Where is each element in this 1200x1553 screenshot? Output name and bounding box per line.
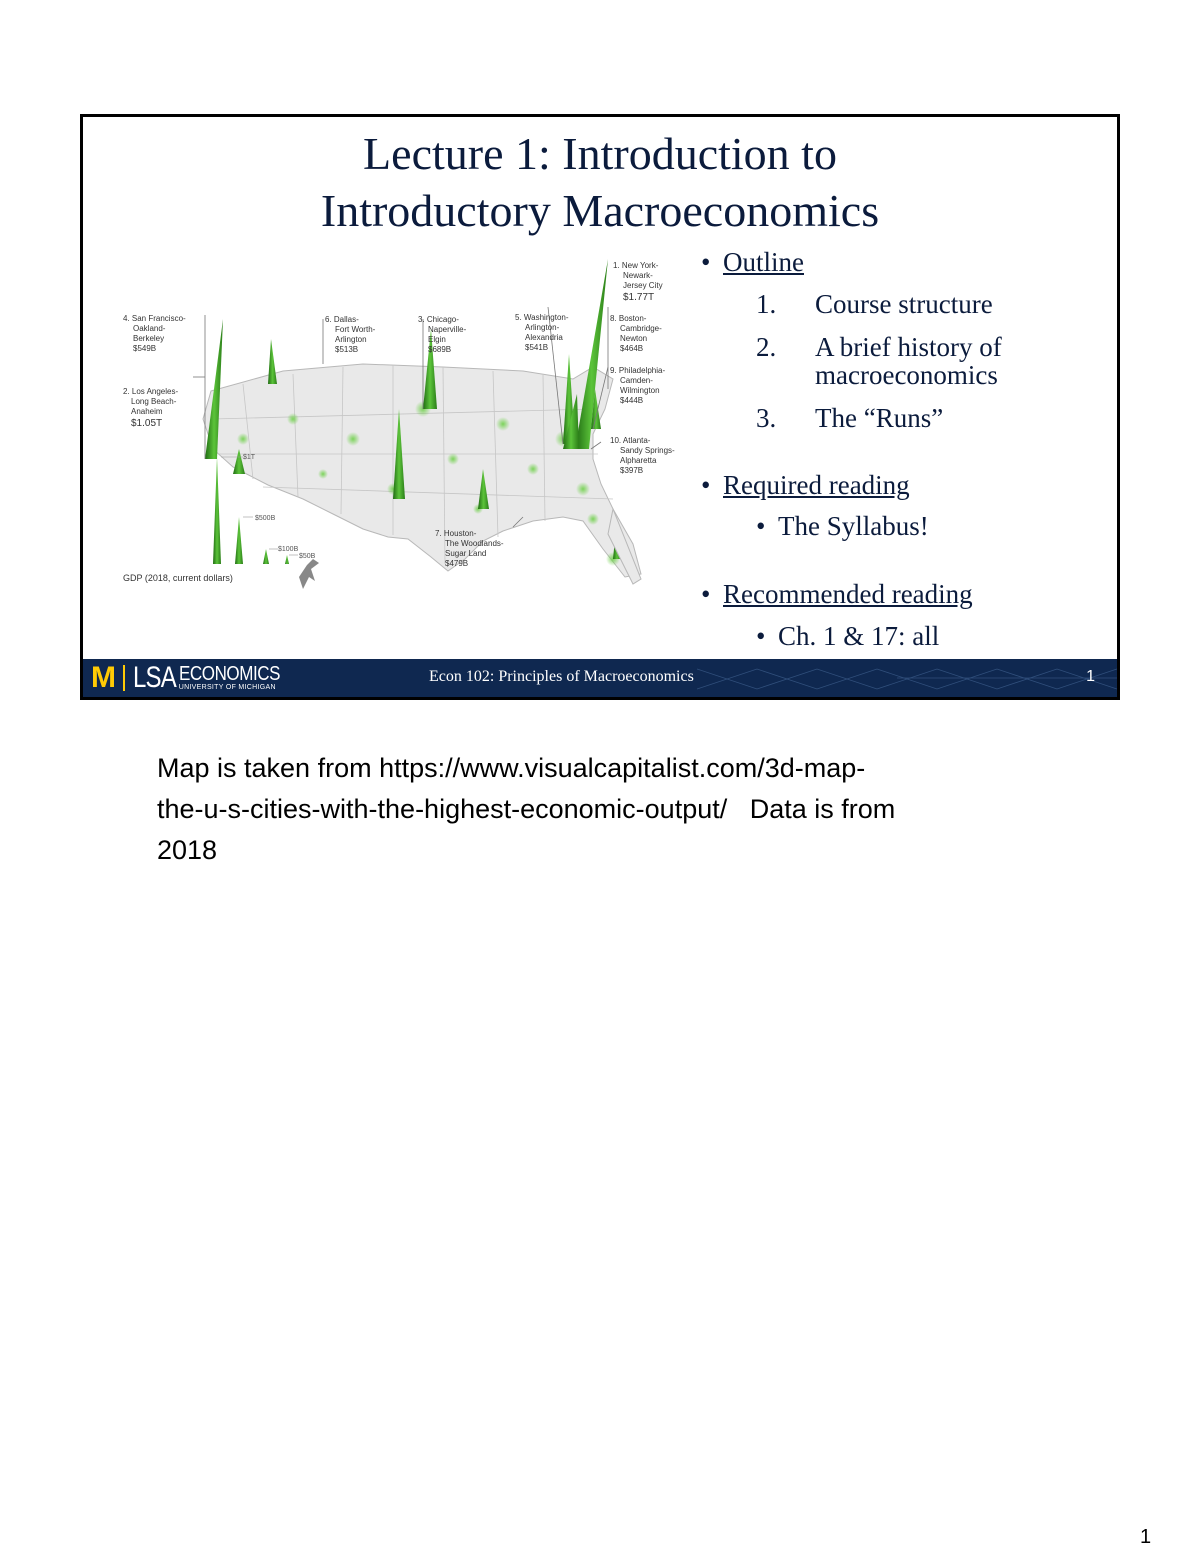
svg-text:Alexandria: Alexandria [525, 333, 563, 342]
legend-scale-100b: $100B [278, 546, 299, 553]
lecture-slide [80, 114, 1120, 700]
svg-text:$1.77T: $1.77T [623, 292, 655, 303]
svg-text:Newton: Newton [620, 334, 648, 343]
svg-text:4. San Francisco-: 4. San Francisco- [123, 314, 186, 323]
outline-item-2-continued: macroeconomics [815, 360, 998, 390]
slide-title-line-1: Lecture 1: Introduction to [363, 128, 837, 179]
bullet-outline: • Outline [701, 247, 804, 277]
slide-title [83, 125, 1117, 239]
svg-text:10. Atlanta-: 10. Atlanta- [610, 436, 651, 445]
svg-text:Berkeley: Berkeley [133, 334, 165, 343]
svg-text:1. New York-: 1. New York- [613, 261, 659, 270]
us-gdp-map [93, 259, 693, 619]
svg-text:Sugar Land: Sugar Land [445, 549, 487, 558]
city-label-2 [123, 387, 178, 429]
svg-text:3. Chicago-: 3. Chicago- [418, 315, 459, 324]
svg-text:$479B: $479B [445, 559, 469, 568]
svg-text:8. Boston-: 8. Boston- [610, 314, 647, 323]
svg-text:$444B: $444B [620, 396, 644, 405]
bullet-required-reading: • Required reading [701, 470, 910, 500]
outline-item-3: 3. The “Runs” [756, 403, 944, 433]
logo-lsa: LSA [133, 661, 176, 694]
required-reading-item: • The Syllabus! [756, 511, 929, 541]
svg-text:The Woodlands-: The Woodlands- [445, 539, 504, 548]
lsa-economics-logo [91, 663, 298, 693]
footer-slide-number: 1 [1086, 668, 1095, 685]
outline-item-2: 2. A brief history of [756, 332, 1002, 362]
map-land [203, 364, 644, 577]
legend-spike-50b [285, 555, 289, 564]
svg-text:5. Washington-: 5. Washington- [515, 313, 569, 322]
legend-spike-1t [213, 457, 221, 564]
svg-text:$513B: $513B [335, 345, 359, 354]
svg-text:Oakland-: Oakland- [133, 324, 166, 333]
runner-figure-icon [299, 559, 319, 589]
svg-text:$464B: $464B [620, 344, 644, 353]
svg-text:Camden-: Camden- [620, 376, 653, 385]
slide-footer [83, 659, 1117, 697]
city-label-6 [325, 315, 376, 354]
slide-note [157, 748, 1057, 871]
svg-text:Cambridge-: Cambridge- [620, 324, 662, 333]
logo-department: ECONOMICS [178, 663, 280, 685]
city-label-9 [610, 366, 665, 405]
svg-text:Alpharetta: Alpharetta [620, 456, 657, 465]
svg-text:$541B: $541B [525, 343, 549, 352]
svg-text:Wilmington: Wilmington [620, 386, 660, 395]
svg-text:2. Los Angeles-: 2. Los Angeles- [123, 387, 179, 396]
svg-text:Jersey City: Jersey City [623, 281, 663, 290]
city-label-3 [418, 315, 467, 354]
svg-text:$549B: $549B [133, 344, 157, 353]
legend-scale-50b: $50B [299, 553, 316, 560]
city-label-4 [123, 314, 186, 353]
logo-divider [123, 665, 125, 691]
logo-university: UNIVERSITY OF MICHIGAN [178, 684, 276, 691]
page-number: 1 [1140, 1526, 1152, 1548]
city-label-8 [610, 314, 662, 353]
svg-text:Anaheim: Anaheim [131, 407, 163, 416]
block-m-logo: M [91, 661, 115, 694]
city-label-1 [613, 261, 663, 303]
recommended-reading-item: • Ch. 1 & 17: all [756, 621, 940, 651]
note-line-2: the-u-s-cities-with-the-highest-economic-output/ Data is from [157, 794, 896, 824]
svg-text:Arlington-: Arlington- [525, 323, 560, 332]
footer-course-title: Econ 102: Principles of Macroeconomics [429, 668, 694, 685]
svg-text:9. Philadelphia-: 9. Philadelphia- [610, 366, 666, 375]
slide-title-line-2: Introductory Macroeconomics [320, 185, 880, 236]
legend-scale-500b: $500B [255, 515, 276, 522]
svg-text:Sandy Springs-: Sandy Springs- [620, 446, 675, 455]
svg-text:Fort Worth-: Fort Worth- [335, 325, 376, 334]
city-label-5 [515, 313, 569, 352]
legend-spike-100b [263, 549, 269, 564]
svg-text:Long Beach-: Long Beach- [131, 397, 177, 406]
svg-text:Newark-: Newark- [623, 271, 653, 280]
bullet-recommended-reading: • Recommended reading [701, 579, 973, 609]
svg-text:6. Dallas-: 6. Dallas- [325, 315, 359, 324]
svg-text:$397B: $397B [620, 466, 644, 475]
svg-text:Elgin: Elgin [428, 335, 446, 344]
svg-text:$1.05T: $1.05T [131, 418, 163, 429]
svg-text:$689B: $689B [428, 345, 452, 354]
legend-spike-500b [235, 517, 243, 564]
svg-text:Naperville-: Naperville- [428, 325, 467, 334]
note-line-1: Map is taken from https://www.visualcapitalist.com/3d-map- [157, 753, 866, 783]
svg-text:7. Houston-: 7. Houston- [435, 529, 477, 538]
note-line-3: 2018 [157, 835, 218, 865]
city-label-10 [610, 436, 675, 475]
legend-caption: GDP (2018, current dollars) [123, 573, 233, 583]
legend-scale-1t: $1T [243, 454, 256, 461]
svg-text:Arlington: Arlington [335, 335, 367, 344]
outline-item-1: 1. Course structure [756, 289, 993, 319]
footer-pattern [697, 659, 1117, 697]
